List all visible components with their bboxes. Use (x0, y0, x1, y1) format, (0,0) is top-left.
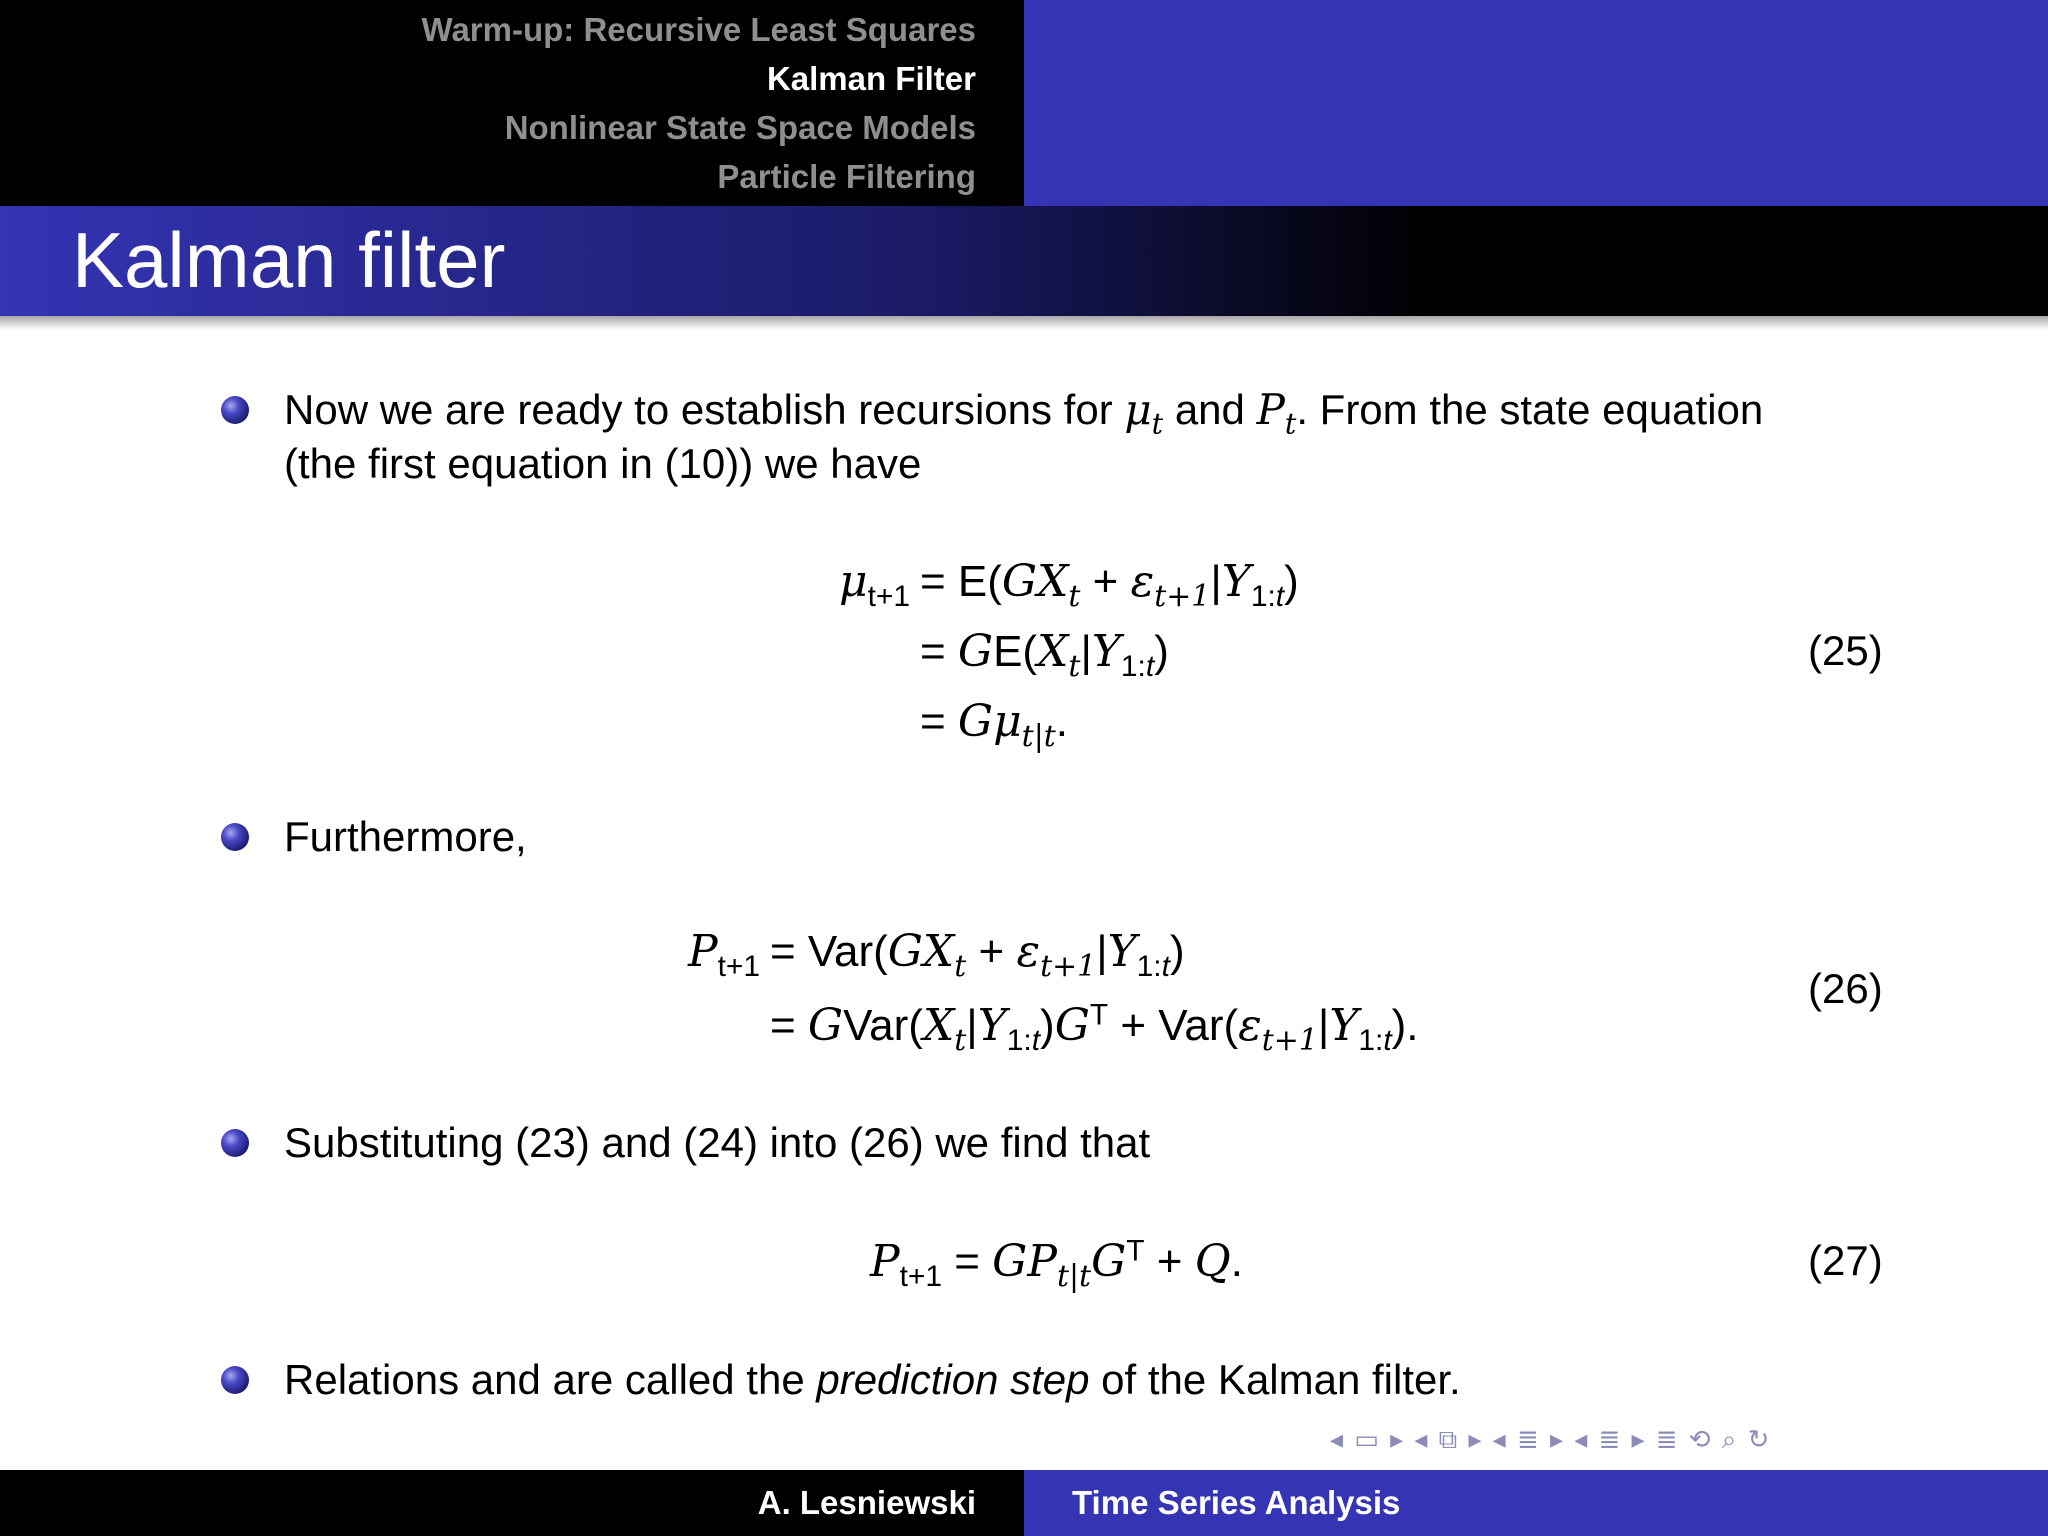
nav-section-particle-filtering[interactable]: Particle Filtering (717, 158, 976, 195)
equation-27-number: (27) (1808, 1237, 1883, 1284)
beamer-navigation-icons[interactable]: ◂ ▭ ▸ ◂ ⧉ ▸ ◂ ≣ ▸ ◂ ≣ ▸ ≣ ⟲ ⌕ ↻ (1330, 1424, 1772, 1454)
bullet-icon (221, 823, 249, 851)
equation-26-number: (26) (1808, 965, 1883, 1012)
title-bar-shadow (0, 316, 2048, 330)
frame-title: Kalman filter (72, 216, 506, 304)
bullet-icon (221, 1366, 249, 1394)
bullet-1-text-line2: (the first equation in (10)) we have (284, 440, 922, 487)
header-right-panel (1024, 0, 2048, 206)
equation-25-number: (25) (1808, 627, 1883, 674)
footer-author: A. Lesniewski (757, 1484, 976, 1521)
bullet-1-text: Now we are ready to establish recursions for $\mu_t$ and $P_t$. From the state equation (284, 385, 1764, 441)
nav-section-kalman-filter[interactable]: Kalman Filter (766, 60, 976, 97)
bullet-icon (221, 1129, 249, 1157)
bullet-2-text: Furthermore, (284, 813, 527, 860)
nav-section-warm-up[interactable]: Warm-up: Recursive Least Squares (421, 11, 976, 48)
bullet-4-text: Relations and are called the prediction step of the Kalman filter. (284, 1356, 1461, 1403)
bullet-3-text: Substituting (23) and (24) into (26) we find that (284, 1119, 1151, 1166)
footer-title: Time Series Analysis (1072, 1484, 1401, 1521)
nav-section-nonlinear[interactable]: Nonlinear State Space Models (504, 109, 976, 146)
bullet-icon (221, 396, 249, 424)
